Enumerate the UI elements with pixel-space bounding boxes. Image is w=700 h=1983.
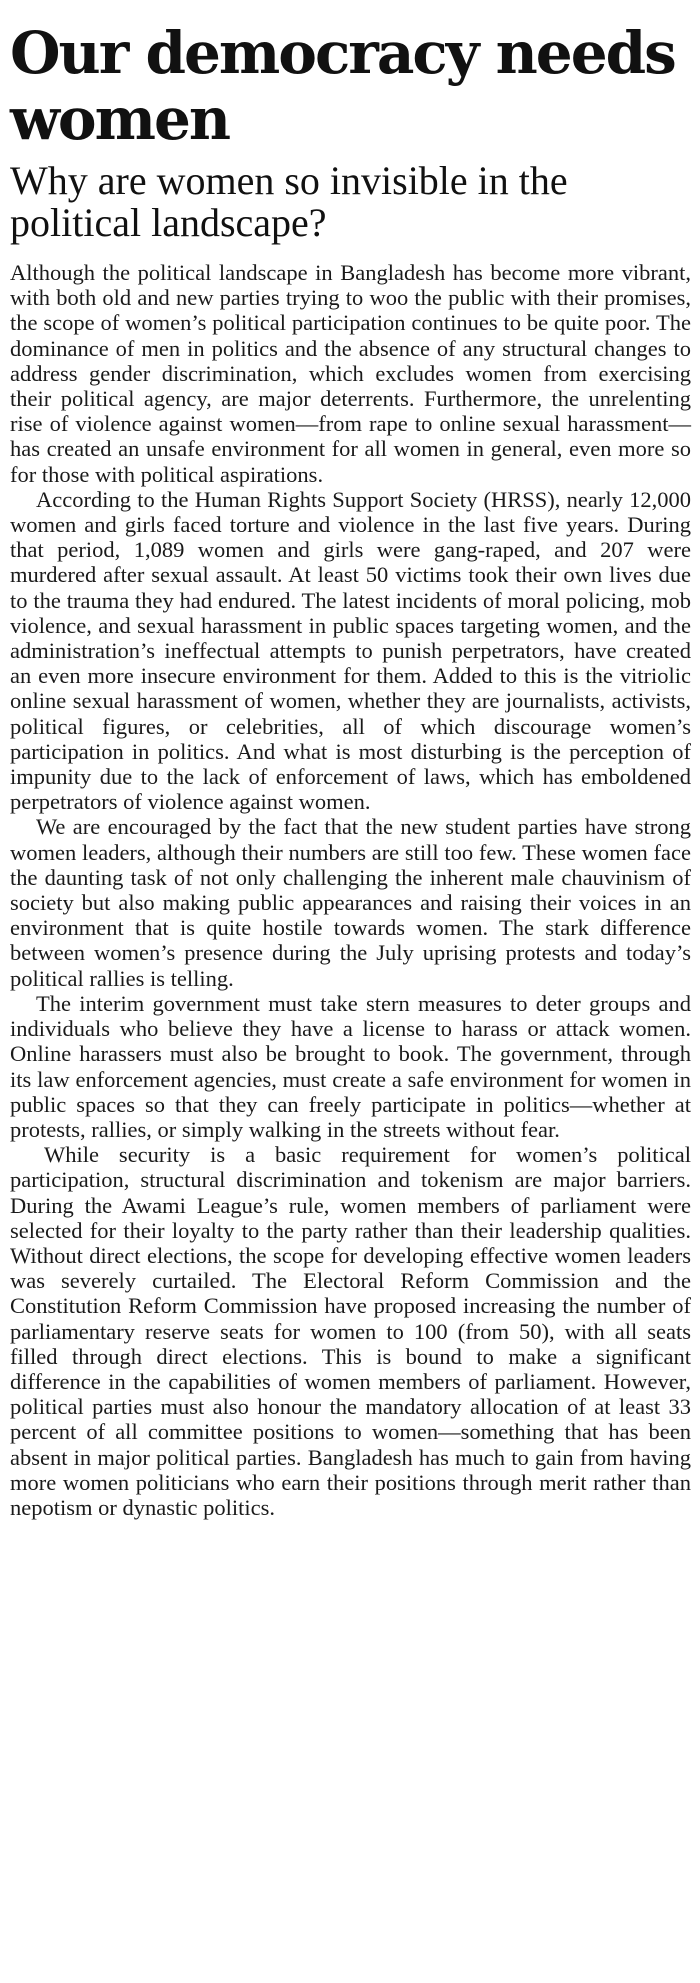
paragraph-3: We are encouraged by the fact that the new student parties have strong women leaders, although their numbers are still too few. These women face the daunting task of not only challenging the inherent male chauvinism of society but also making public appearances and raising their voices in an environment that is quite hostile towards women. The stark difference between women’s presence during the July uprising protests and today’s political rallies is telling. bbox=[10, 814, 691, 991]
headline: Our democracy needs women bbox=[10, 19, 675, 153]
article bbox=[10, 0, 691, 1520]
paragraph-1: Although the political landscape in Bangladesh has become more vibrant, with both old and new parties trying to woo the public with their promises, the scope of women’s political participation continues to be quite poor. The dominance of men in politics and the absence of any structural changes to address gender discrimination, which excludes women from exercising their political agency, are major deterrents. Furthermore, the unrelenting rise of violence against women—from rape to online sexual harassment—has created an unsafe environment for all women in general, even more so for those with political aspirations. bbox=[10, 260, 691, 487]
paragraph-2: According to the Human Rights Support Society (HRSS), nearly 12,000 women and girls faced torture and violence in the last five years. During that period, 1,089 women and girls were gang-raped, and 207 were murdered after sexual assault. At least 50 victims took their own lives due to the trauma they had endured. The latest incidents of moral policing, mob violence, and sexual harassment in public spaces targeting women, and the administration’s ineffectual attempts to punish perpetrators, have created an even more insecure environment for them. Added to this is the vitriolic online sexual harassment of women, whether they are journalists, activists, political figures, or celebrities, all of which discourage women’s participation in politics. And what is most disturbing is the perception of impunity due to the lack of enforcement of laws, which has emboldened perpetrators of violence against women. bbox=[10, 486, 691, 815]
paragraph-4: The interim government must take stern measures to deter groups and individuals who believe they have a license to harass or attack women. Online harassers must also be brought to book. The government, through its law enforcement agencies, must create a safe environment for women in public spaces so that they can freely participate in politics—whether at protests, rallies, or simply walking in the streets without fear. bbox=[10, 990, 691, 1142]
article-body bbox=[10, 260, 691, 1520]
subheadline: Why are women so invisible in the political landscape? bbox=[10, 158, 568, 245]
paragraph-5: While security is a basic requirement for women’s political participation, structural discrimination and tokenism are major barriers. During the Awami League’s rule, women members of parliament were selected for their loyalty to the party rather than their leadership qualities. Without direct elections, the scope for developing effective women leaders was severely curtailed. The Electoral Reform Commission and the Constitution Reform Commission have proposed increasing the number of parliamentary reserve seats for women to 100 (from 50), with all seats filled through direct elections. This is bound to make a significant difference in the capabilities of women members of parliament. However, political parties must also honour the mandatory allocation of at least 33 percent of all committee positions to women—something that has been absent in major political parties. Bangladesh has much to gain from having more women politicians who earn their positions through merit rather than nepotism or dynastic politics. bbox=[10, 1142, 691, 1520]
